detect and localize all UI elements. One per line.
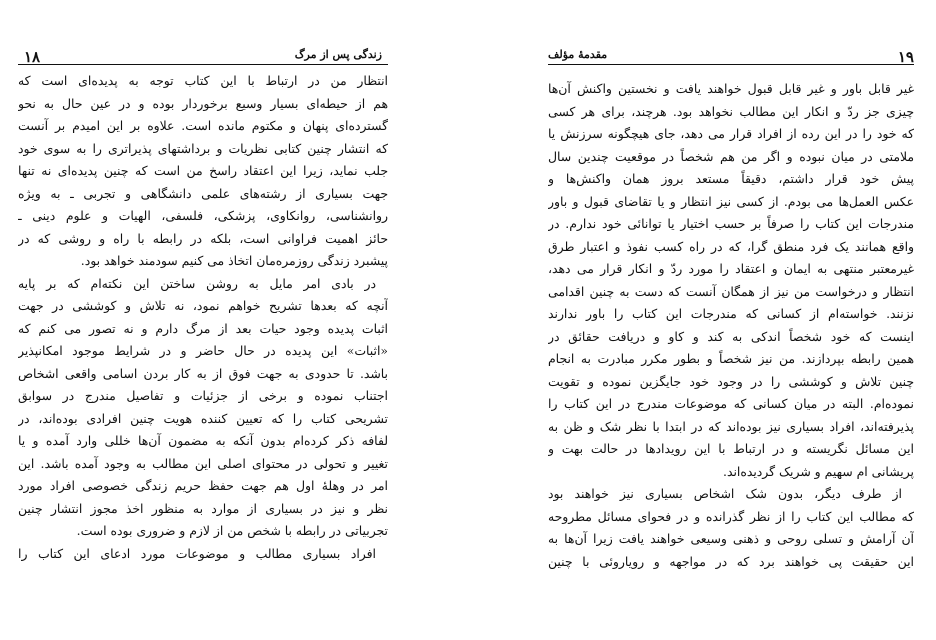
text-line: هم از حیطه‌ای بسیار وسیع برخوردار بوده و در عین حال به نحو	[18, 95, 388, 111]
left-page-body	[18, 70, 388, 565]
text-line: نظر و نیز در بسیاری از موارد به منظور اخذ مجوز انتشار چنین	[18, 500, 388, 516]
text-line: از طرف دیگر، بدون شک اشخاص بسیاری نیز خواهند بود	[548, 486, 902, 501]
text-line: که مطالب این کتاب را از نظر گذرانده و در فحوای مسائل مطروحه	[548, 508, 914, 524]
text-line: جلب نماید، زیرا این اعتقاد راسخ من است که چنین پدیده‌ای نه تنها	[18, 163, 388, 178]
text-line: نموده‌ام. البته در میان کسانی که موضوعات مندرج در این کتاب را	[548, 396, 914, 411]
text-line: نزنند. خواسته‌ام از کسانی که مندرجات این کتاب را باور ندارند	[548, 306, 914, 321]
text-line: جهت بسیاری از رشته‌های علمی دانشگاهی و تجربی ـ به ویژه	[18, 185, 388, 201]
text-line: اجتناب نموده و برخی از جزئیات و تفاصیل مندرج در سوابق	[18, 388, 388, 403]
text-line: پیش خود قرار داشتم، دقیقاً مستعد بروز همان واکنش‌ها و	[548, 171, 914, 186]
text-line: مندرجات این کتاب را صرفاً بر حسب اختیار یا توانائی خود ندارم. در	[548, 216, 914, 231]
text-line: این حقیقت پی خواهند برد که در مواجهه و رویاروئی با چنین	[548, 553, 914, 569]
page-number: ۱۸	[24, 48, 41, 66]
left-page	[18, 0, 388, 640]
text-line: که انتشار چنین کتابی نظریات و برداشتهای پذیراتری را به سوی خود	[18, 140, 388, 156]
text-line: انتظار و درخواست من نیز از همگان آنست که دست به چنین اقدامی	[548, 283, 914, 299]
text-line: ملامتی در میان نبوده و اگر من هم شخصاً در موقعیت چندین سال	[548, 148, 914, 164]
text-line: لفافه ذکر کرده‌ام بدون آنکه به مضمون آن‌ها خللی وارد آمده و یا	[18, 433, 388, 448]
right-page-body	[548, 78, 914, 573]
text-line: اثبات پدیده وجود حیات بعد از مرگ دارم و نه تصور می کنم که	[18, 320, 388, 336]
text-line: تشریحی کتاب را که تعیین کننده هویت چنین افرادی بوده‌اند، در	[18, 410, 388, 426]
text-line: باشد. تا حدودی به جهت فوق از به کار بردن اسامی واقعی اشخاص	[18, 365, 388, 381]
text-line: پریشانی ام سهیم و شریک گردیده‌اند.	[723, 463, 914, 479]
text-line: عکس العمل‌ها می بودم. از کسی نیز انتظار و یا تقاضای قبول و باور	[548, 193, 914, 209]
page-header	[548, 0, 914, 66]
text-line: در بادی امر مایل به روشن ساختن این نکته‌ام که بر پایه	[18, 275, 376, 291]
text-line: این مسائل نگریسته و در ارتباط با این رویدادها در حالت بهت و	[548, 441, 914, 456]
text-line: پیشبرد زندگی روزمره‌مان اتخاذ می کنیم سودمند خواهد بود.	[80, 253, 388, 268]
text-line: چیزی جز ردّ و انکار این مطالب نخواهد بود. هرچند، برای هر کسی	[548, 103, 914, 119]
text-line: که خود را در این رده از افراد قرار می دهد، جای هیچگونه سرزنش یا	[548, 126, 914, 141]
text-line: گسترده‌ای پنهان و مکتوم مانده است. علاوه بر این امیدم بر آنست	[18, 118, 388, 133]
text-line: غیر قابل باور و غیر قابل قبول خواهند یافت و نخستین واکنش آن‌ها	[548, 81, 914, 96]
text-line: حائز اهمیت فراوانی است، بلکه در رابطه با راه و روشی که در	[18, 230, 388, 246]
text-line: اینست که خود شخصاً اندکی به کند و کاو و دریافت حقائق در	[548, 328, 914, 344]
text-line: واقع همانند یک فرد منطق گرا، که در راه کسب نفوذ و اعتبار طرق	[548, 238, 914, 254]
text-line: غیرمعتبر منتهی به ایمان و اعتقاد را مورد ردّ و انکار قرار می دهد،	[548, 261, 914, 276]
text-line: انتظار من در ارتباط با این کتاب توجه به پدیده‌ای است که	[18, 73, 388, 88]
text-line: امر در وهلهٔ اول هم جهت حفظ حریم زندگی خصوصی افراد مورد	[18, 478, 388, 493]
right-page	[548, 0, 914, 640]
text-line: روانشناسی، روانکاوی، پزشکی، فلسفی، الهیات و علوم دینی ـ	[18, 208, 388, 223]
text-line: «اثبات» این پدیده در حال حاضر و در شرایط موجود امکانپذیر	[18, 343, 388, 358]
running-title: زندگی پس از مرگ	[294, 48, 382, 61]
header-rule	[18, 64, 388, 65]
text-line: افراد بسیاری مطالب و موضوعات مورد ادعای این کتاب را	[18, 545, 376, 561]
text-line: آن آرامش و تسلی روحی و ذهنی وسیعی خواهند یافت زیرا آن‌ها به	[548, 531, 914, 546]
text-line: چنین تلاش و کوششی را در وجود خود جایگزین نموده و تقویت	[548, 373, 914, 389]
running-title: مقدمهٔ مؤلف	[548, 48, 608, 61]
text-line: همین رابطه بپردازند. من نیز شخصاً و بطور مکرر مبادرت به انجام	[548, 351, 914, 366]
text-line: تجربیاتی در رابطه با شخص من از لازم و ضروری بوده است.	[76, 523, 388, 538]
text-line: آنچه که بعدها تشریح خواهم نمود، نه تلاش و کوششی در جهت	[18, 298, 388, 313]
text-line: پذیرفته‌اند، افراد بسیاری نیز بوده‌اند که در ابتدا با نظر شک و ظن به	[548, 418, 914, 434]
header-rule	[548, 64, 914, 65]
page-number: ۱۹	[897, 48, 914, 66]
text-line: تغییر و تحولی در محتوای اصلی این مطالب به وجود آمده باشد. این	[18, 455, 388, 471]
page-header	[18, 0, 388, 66]
